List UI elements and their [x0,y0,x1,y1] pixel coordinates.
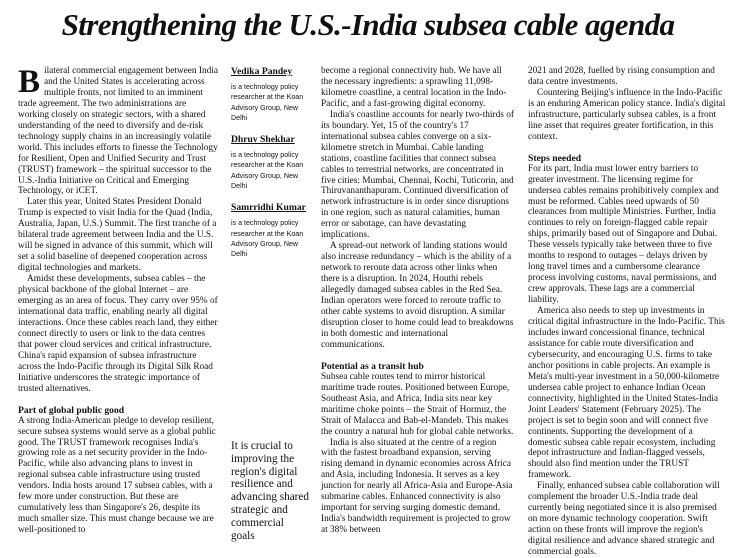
author-block [231,134,309,191]
body-paragraph: Later this year, United States President Donald Trump is expected to visit India for the Quad (India, Australia, Japan, U.S.) Summit. The first tranche of a bilateral trade agreement between India and the U.S. will be signed in advance of this summit, which will set a solid baseline of deepened cooperation across digital technologies and markets. [18,197,217,274]
body-paragraph: India is also situated at the centre of a region with the fastest broadband expansion, serving rising demand in dynamic economies across Africa and Asia, including Indonesia. It serves as a key junction for nearly all Africa-Asia and Europe-Asia submarine cables. Enhanced connectivity is also important for serving surging domestic demand. India's bandwidth requirement is projected to grow at 38% between [321,437,513,536]
body-paragraph: India's coastline accounts for nearly two-thirds of its boundary. Yet, 15 of the country's 17 international subsea cables converge on a six-kilometre stretch in Mumbai. Cable landing stations, coastline facilities that connect subsea cables to terrestrial networks, are concentrated in five cities: Mumbai, Chennai, Kochi, Tuticorin, and Thiruvananthapuram. Continued diversification of network infrastructure is in order since disruptions in one region, such as natural calamities, human error or sabotage, can have devastating implications. [321,109,514,241]
body-paragraph: America also needs to step up investments in critical digital infrastructure in the Indo-Pacific. This includes inward concessional finance, technical assistance for cable route diversification and cybersecurity, and encouraging U.S. firms to take anchor positions in cable projects. An example is Meta's multi-year investment in a 50,000-kilometre undersea cable project to enhance Indian Ocean connectivity, highlighted in the United States-India Joint Leaders' Statement (February 2025). The project is set to begin soon and will connect five continents. Supporting the development of a domestic subsea cable repair ecosystem, including depot infrastructure and Indian-flagged vessels, should also find mention under the TRUST framework. [528,306,725,481]
drop-cap: B [18,64,41,100]
author-name: Samrridhi Kumar [231,202,306,214]
article-column-1 [18,66,218,536]
body-paragraph: A spread-out network of landing stations would also increase redundancy – which is the ability of a network to reroute data across other links when there is a disruption. In 2024, Houthi rebels allegedly damaged subsea cables in the Red Sea. Indian operators were forced to reroute traffic to other cable systems to avoid disruption. A similar disruption closer to home could lead to breakdowns in both domestic and international communications. [321,241,514,350]
section-heading: Steps needed [528,152,582,164]
author-name: Dhruv Shekhar [231,134,295,146]
lead-paragraph-text: ilateral commercial engagement between India and the United States is accelerating across multiple fronts, not limited to an imminent trade agreement. The two administrations are working closely on strategic sectors, with a shared understanding of the need to diversify and de-risk technology supply chains in an increasingly volatile world. This includes efforts to finesse the Technology for Resilient, Open and Unified Security and Trust (TRUST) framework – the spiritual successor to the U.S.-India Initiative on Critical and Emerging Technology, or iCET. [18,66,218,197]
body-paragraph: Amidst these developments, subsea cables – the physical backbone of the global Internet – are emerging as an area of focus. They carry over 95% of international data traffic, enabling nearly all digital interactions. Once these cables reach land, they either connect directly to users or link to the data centres that power cloud services and critical infrastructure. China's rapid expansion of subsea infrastructure across the Indo-Pacific through its Digital Silk Road Initiative underscores the strategic importance of trusted alternatives. [18,274,218,394]
section-heading: Potential as a transit hub [321,360,424,372]
pull-quote: It is crucial to improving the region's digital resilience and advancing shared strategic and commercial goals [231,440,309,542]
body-paragraph: A strong India-American pledge to develop resilient, secure subsea systems would serve as a global public good. The TRUST framework recognises India's growing role as a net security provider in the Indo-Pacific, while also advancing plans to invest in regional subsea cable infrastructure using trusted vendors. India hosts around 17 subsea cables, with a few more under construction. But these are cumulatively less than Singapore's 26, despite its much smaller size. This must change because we are well-positioned to [18,415,216,536]
author-block [231,66,309,123]
section-heading: Part of global public good [18,404,125,416]
author-name: Vedika Pandey [231,66,293,77]
body-paragraph: Countering Beijing's influence in the Indo-Pacific is an enduring American policy stance. India's digital infrastructure, particularly subsea cables, is a front line asset that requires greater fortification, in this context. [528,87,726,142]
author-bio: is a technology policy researcher at the Koan Advisory Group, New Delhi [231,219,304,259]
authors-column [231,66,309,271]
author-bio: is a technology policy researcher at the Koan Advisory Group, New Delhi [231,151,304,191]
author-block [231,202,309,259]
body-paragraph: For its part, India must lower entry barriers to greater investment. The licensing regime for undersea cables remains prohibitively complex and must be reformed. Cables need upwards of 50 clearances from multiple Ministries. Further, India continues to rely on foreign-flagged cable repair ships, primarily based out of Singapore and Dubai. These vessels typically take between three to five months to respond to outages – delays driven by long travel times and a cumbersome clearance process involving customs, naval permissions, and crew approvals. These lags are a commercial liability. [528,163,719,306]
article-column-3 [321,66,514,536]
lead-paragraph [18,66,218,197]
author-bio: is a technology policy researcher at the Koan Advisory Group, New Delhi [231,83,304,122]
body-paragraph: Finally, enhanced subsea cable collaboration will complement the broader U.S.-India trade deal currently being negotiated since it is also premised on more dynamic technology cooperation. Swift action on these fronts will improve the region's digital resilience and advance shared strategic and commercial goals. [528,481,720,558]
article-column-4 [528,66,726,558]
body-paragraph: 2021 and 2028, fuelled by rising consumption and data centre investments. [528,66,715,87]
headline: Strengthening the U.S.-India subsea cable agenda [61,7,675,42]
body-paragraph: become a regional connectivity hub. We have all the necessary ingredients: a sprawling 11,098-kilometre coastline, a central location in the Indo-Pacific, and a fast-growing digital economy. [321,66,507,109]
body-paragraph: Subsea cable routes tend to mirror historical maritime trade routes. Positioned between Europe, Southeast Asia, and Africa, India sits near key maritime choke points – the Strait of Hormuz, the Strait of Malacca and Bab-el-Mandeb. This makes the country a natural hub for global cable networks. [321,371,514,437]
